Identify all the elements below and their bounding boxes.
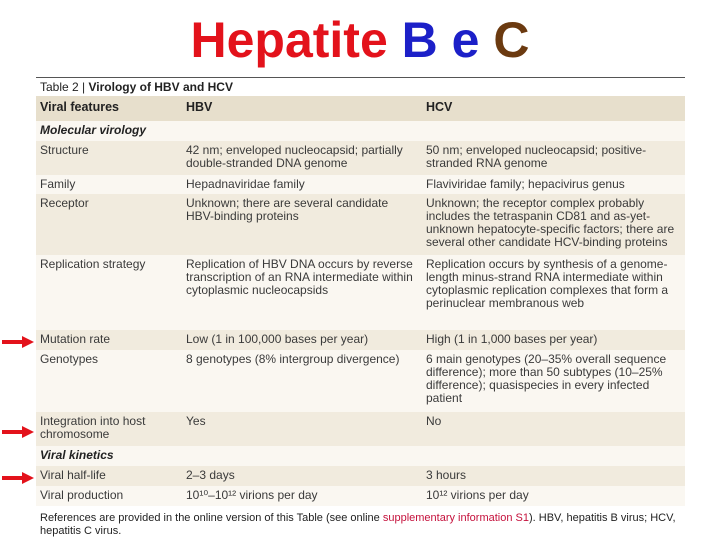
supplementary-info-link[interactable]: supplementary information S1 (382, 512, 529, 524)
table-caption-title: Virology of HBV and HCV (88, 80, 233, 94)
row-feature: Replication strategy (36, 255, 182, 330)
title-letter-c: C (493, 12, 530, 68)
table-row (36, 175, 685, 194)
table-row (36, 412, 685, 446)
row-hcv: Flaviviridae family; hepacivirus genus (422, 175, 685, 194)
table-row (36, 486, 685, 506)
table-row (36, 194, 685, 255)
section-row-molecular (36, 121, 685, 141)
section-label-kinetics: Viral kinetics (36, 446, 685, 466)
row-feature: Integration into host chromosome (36, 412, 182, 446)
title-word-e: e (451, 12, 480, 68)
red-arrow-icon (2, 472, 34, 484)
red-arrow-icon (2, 426, 34, 438)
footnote-text-after: ). HBV, hepatitis B virus; HCV, hepatitis C virus. (40, 512, 676, 537)
row-hcv: 50 nm; enveloped nucleocapsid; positive-stranded RNA genome (422, 141, 685, 175)
table-caption (40, 80, 233, 94)
title-word-hepatite: Hepatite (190, 12, 388, 68)
row-hcv: 6 main genotypes (20–35% overall sequence difference); more than 50 subtypes (10–25% difference); quasispecies in every infected patient (422, 350, 685, 412)
row-hbv: Low (1 in 100,000 bases per year) (182, 330, 422, 350)
header-viral-features: Viral features (36, 96, 182, 121)
table-row (36, 330, 685, 350)
table-row (36, 350, 685, 412)
table-header-row (36, 96, 685, 121)
table-caption-prefix: Table 2 | (40, 80, 89, 94)
section-label-molecular: Molecular virology (36, 121, 685, 141)
row-hbv: Yes (182, 412, 422, 446)
row-hcv: 10¹² virions per day (422, 486, 685, 506)
row-hbv: Hepadnaviridae family (182, 175, 422, 194)
row-feature: Structure (36, 141, 182, 175)
row-hbv: 10¹⁰–10¹² virions per day (182, 486, 422, 506)
row-hbv: Unknown; there are several candidate HBV-binding proteins (182, 194, 422, 255)
section-row-kinetics (36, 446, 685, 466)
row-hcv: High (1 in 1,000 bases per year) (422, 330, 685, 350)
row-hcv: 3 hours (422, 466, 685, 486)
table-row (36, 466, 685, 486)
row-hcv: No (422, 412, 685, 446)
row-hcv: Replication occurs by synthesis of a genome-length minus-strand RNA intermediate within cytoplasmic replication complexes that form a perinuclear membranous web (422, 255, 685, 330)
row-hbv: 42 nm; enveloped nucleocapsid; partially double-stranded DNA genome (182, 141, 422, 175)
row-feature: Receptor (36, 194, 182, 255)
slide-title (0, 10, 720, 70)
footnote-text-before: References are provided in the online version of this Table (see online (40, 512, 383, 524)
virology-table (36, 96, 685, 506)
row-feature: Genotypes (36, 350, 182, 412)
header-hbv: HBV (182, 96, 422, 121)
table-footnote (40, 512, 690, 538)
row-feature: Family (36, 175, 182, 194)
row-feature: Viral production (36, 486, 182, 506)
table-top-rule (36, 77, 685, 78)
row-hbv: Replication of HBV DNA occurs by reverse transcription of an RNA intermediate within cytoplasmic nucleocapsids (182, 255, 422, 330)
row-hcv: Unknown; the receptor complex probably includes the tetraspanin CD81 and as-yet-unknown hepatocyte-specific factors; there are several other candidate HCV-binding proteins (422, 194, 685, 255)
title-letter-b: B (401, 12, 438, 68)
table-row (36, 255, 685, 330)
row-feature: Mutation rate (36, 330, 182, 350)
header-hcv: HCV (422, 96, 685, 121)
red-arrow-icon (2, 336, 34, 348)
table-row (36, 141, 685, 175)
row-feature: Viral half-life (36, 466, 182, 486)
row-hbv: 2–3 days (182, 466, 422, 486)
row-hbv: 8 genotypes (8% intergroup divergence) (182, 350, 422, 412)
